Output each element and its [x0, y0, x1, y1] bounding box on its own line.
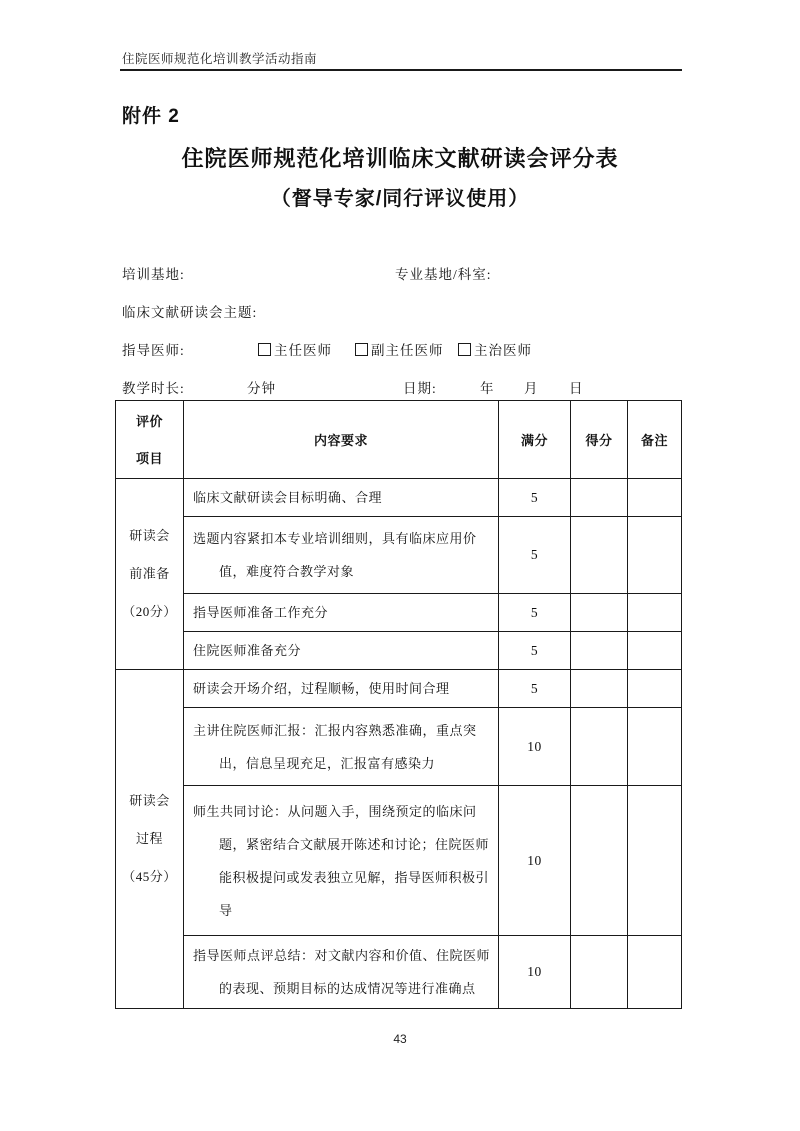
table-row [116, 936, 682, 1009]
date-label: 日期: [403, 381, 437, 396]
header-category [116, 401, 184, 479]
section-label-line: 前准备 [129, 566, 170, 581]
score-cell [571, 632, 628, 670]
attachment-label: 附件 2 [122, 106, 180, 127]
remarks-cell [628, 517, 682, 594]
header-remarks: 备注 [628, 401, 682, 479]
instructor-label: 指导医师: [122, 343, 185, 358]
score-table [115, 400, 682, 1009]
remarks-cell [628, 670, 682, 708]
content-text: 选题内容紧扣本专业培训细则，具有临床应用价值，难度符合教学对象 [193, 531, 477, 579]
content-text: 主讲住院医师汇报：汇报内容熟悉准确，重点突出，信息呈现充足，汇报富有感染力 [193, 722, 477, 771]
full-score-cell: 5 [499, 517, 571, 594]
score-cell [571, 517, 628, 594]
content-text: 住院医师准备充分 [193, 643, 302, 658]
section-label-line: （45分） [122, 869, 177, 884]
section-label-process [116, 670, 184, 1009]
full-score-cell: 5 [499, 632, 571, 670]
header-content: 内容要求 [184, 401, 499, 479]
header-category-line2: 项目 [135, 450, 163, 466]
remarks-cell [628, 936, 682, 1009]
table-row [116, 517, 682, 594]
page-title: 住院医师规范化培训临床文献研读会评分表 [181, 146, 619, 171]
content-cell [184, 786, 499, 936]
section-label-line: （20分） [122, 604, 177, 619]
page-subtitle: （督导专家/同行评议使用） [270, 188, 530, 210]
checkbox-icon [258, 343, 271, 356]
table-row [116, 708, 682, 786]
duration-label: 教学时长: [122, 381, 185, 396]
checkbox-icon [458, 343, 471, 356]
remarks-cell [628, 632, 682, 670]
section-label-line: 研读会 [129, 528, 170, 543]
content-text: 师生共同讨论：从问题入手，围绕预定的临床问题，紧密结合文献展开陈述和讨论；住院医师能积极提问或发表独立见解，指导医师积极引导 [193, 803, 490, 918]
instructor-option-label: 主任医师 [274, 343, 332, 358]
instructor-option-label: 主治医师 [474, 343, 532, 358]
score-cell [571, 708, 628, 786]
instructor-option-deputy-chief [355, 339, 444, 359]
score-cell [571, 479, 628, 517]
content-cell [184, 594, 499, 632]
form-area [122, 256, 682, 408]
score-cell [571, 936, 628, 1009]
content-text: 指导医师准备工作充分 [193, 605, 329, 620]
remarks-cell [628, 708, 682, 786]
remarks-cell [628, 479, 682, 517]
content-cell [184, 632, 499, 670]
content-text: 研读会开场介绍，过程顺畅，使用时间合理 [193, 681, 450, 696]
date-day-label: 日 [569, 381, 584, 396]
duration-unit-label: 分钟 [247, 381, 276, 396]
section-label-preparation [116, 479, 184, 670]
remarks-cell [628, 786, 682, 936]
running-header: 住院医师规范化培训教学活动指南 [122, 52, 318, 66]
content-cell [184, 936, 499, 1009]
table-header-row [116, 401, 682, 479]
form-row-topic [122, 294, 682, 332]
full-score-cell: 5 [499, 594, 571, 632]
header-rule [120, 69, 682, 71]
table-row [116, 670, 682, 708]
date-year-label: 年 [480, 381, 495, 396]
section-label-line: 研读会 [129, 793, 170, 808]
form-row-bases [122, 256, 682, 294]
score-cell [571, 786, 628, 936]
instructor-option-attending [458, 339, 532, 359]
header-category-line1: 评价 [135, 413, 163, 429]
table-row [116, 594, 682, 632]
form-row-instructor [122, 332, 682, 370]
checkbox-icon [355, 343, 368, 356]
content-cell [184, 670, 499, 708]
topic-label: 临床文献研读会主题: [122, 305, 258, 320]
training-base-label: 培训基地: [122, 267, 185, 282]
table-row [116, 632, 682, 670]
table-row [116, 479, 682, 517]
content-cell [184, 517, 499, 594]
score-cell [571, 594, 628, 632]
instructor-option-label: 副主任医师 [371, 343, 444, 358]
page-number: 43 [393, 1032, 407, 1046]
score-cell [571, 670, 628, 708]
header-score: 得分 [571, 401, 628, 479]
date-month-label: 月 [524, 381, 539, 396]
section-label-line: 过程 [135, 831, 163, 846]
table-row [116, 786, 682, 936]
full-score-cell: 10 [499, 708, 571, 786]
full-score-cell: 5 [499, 479, 571, 517]
remarks-cell [628, 594, 682, 632]
content-text: 临床文献研读会目标明确、合理 [193, 490, 383, 505]
full-score-cell: 10 [499, 786, 571, 936]
specialty-base-label: 专业基地/科室: [395, 267, 492, 282]
full-score-cell: 5 [499, 670, 571, 708]
content-text: 指导医师点评总结：对文献内容和价值、住院医师的表现、预期目标的达成情况等进行准确点 [193, 948, 491, 996]
header-full-score: 满分 [499, 401, 571, 479]
content-cell [184, 479, 499, 517]
full-score-cell: 10 [499, 936, 571, 1009]
instructor-option-chief [258, 339, 332, 359]
content-cell [184, 708, 499, 786]
